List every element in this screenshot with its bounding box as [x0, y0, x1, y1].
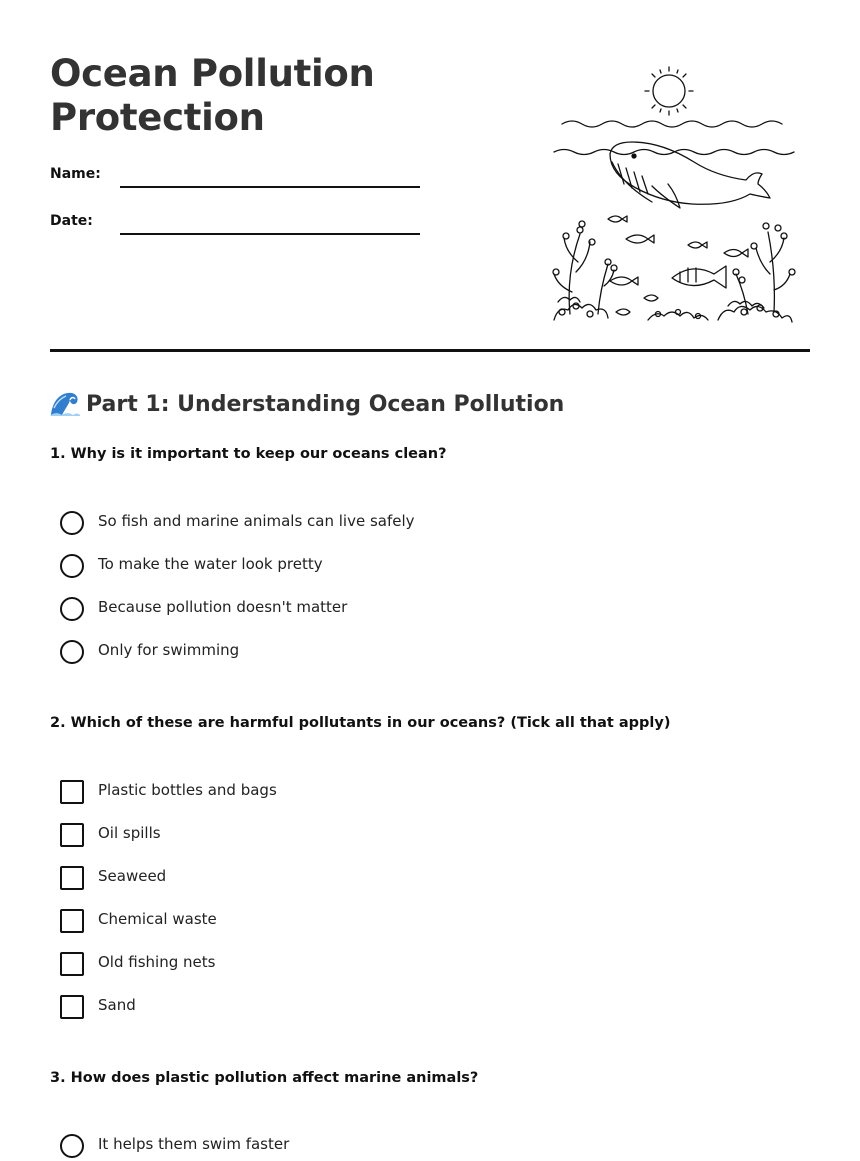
- checkbox[interactable]: [60, 823, 84, 847]
- date-line[interactable]: [120, 233, 420, 235]
- q2-option-1[interactable]: [60, 779, 660, 805]
- q1-option-3[interactable]: [60, 596, 660, 622]
- option-label: To make the water look pretty: [98, 555, 323, 573]
- q1-option-2[interactable]: [60, 553, 660, 579]
- q2-option-6[interactable]: [60, 994, 660, 1020]
- q1-option-4[interactable]: [60, 639, 660, 665]
- radio-button[interactable]: [60, 554, 84, 578]
- coral-right-icon: [718, 223, 795, 322]
- wave-icon: [50, 390, 80, 416]
- question-1: 1. Why is it important to keep our oceans clean?: [50, 446, 447, 462]
- radio-button[interactable]: [60, 640, 84, 664]
- option-label: So fish and marine animals can live safely: [98, 512, 415, 530]
- option-label: Because pollution doesn't matter: [98, 598, 348, 616]
- option-label: Seaweed: [98, 867, 167, 885]
- section-1-title: [50, 390, 564, 417]
- checkbox[interactable]: [60, 780, 84, 804]
- option-label: Sand: [98, 996, 136, 1014]
- option-label: Plastic bottles and bags: [98, 781, 277, 799]
- name-line[interactable]: [120, 186, 420, 188]
- sun-icon: [645, 67, 693, 115]
- title-line-2: Protection: [50, 96, 265, 139]
- option-label: Only for swimming: [98, 641, 240, 659]
- section-1-title-text: Part 1: Understanding Ocean Pollution: [86, 392, 565, 417]
- q2-option-4[interactable]: [60, 908, 660, 934]
- radio-button[interactable]: [60, 511, 84, 535]
- date-label: Date:: [50, 213, 93, 229]
- q1-option-1[interactable]: [60, 510, 660, 536]
- checkbox[interactable]: [60, 952, 84, 976]
- q2-option-5[interactable]: [60, 951, 660, 977]
- q3-option-1[interactable]: [60, 1133, 660, 1159]
- option-label: It helps them swim faster: [98, 1135, 290, 1153]
- wave-top: [562, 121, 782, 127]
- worksheet-title: [50, 52, 470, 140]
- option-label: Old fishing nets: [98, 953, 216, 971]
- question-2: 2. Which of these are harmful pollutants in our oceans? (Tick all that apply): [50, 715, 671, 731]
- coral-left-icon: [553, 221, 617, 320]
- checkbox[interactable]: [60, 995, 84, 1019]
- radio-button[interactable]: [60, 1134, 84, 1158]
- q2-option-2[interactable]: [60, 822, 660, 848]
- q2-option-3[interactable]: [60, 865, 660, 891]
- question-3: 3. How does plastic pollution affect marine animals?: [50, 1070, 479, 1086]
- header-divider: [50, 349, 810, 352]
- option-label: Chemical waste: [98, 910, 217, 928]
- date-field[interactable]: [50, 213, 420, 243]
- fish-icons: [608, 216, 748, 315]
- checkbox[interactable]: [60, 909, 84, 933]
- radio-button[interactable]: [60, 597, 84, 621]
- name-field[interactable]: [50, 166, 420, 196]
- ocean-illustration: [548, 62, 798, 324]
- checkbox[interactable]: [60, 866, 84, 890]
- name-label: Name:: [50, 166, 101, 182]
- title-line-1: Ocean Pollution: [50, 52, 375, 95]
- option-label: Oil spills: [98, 824, 161, 842]
